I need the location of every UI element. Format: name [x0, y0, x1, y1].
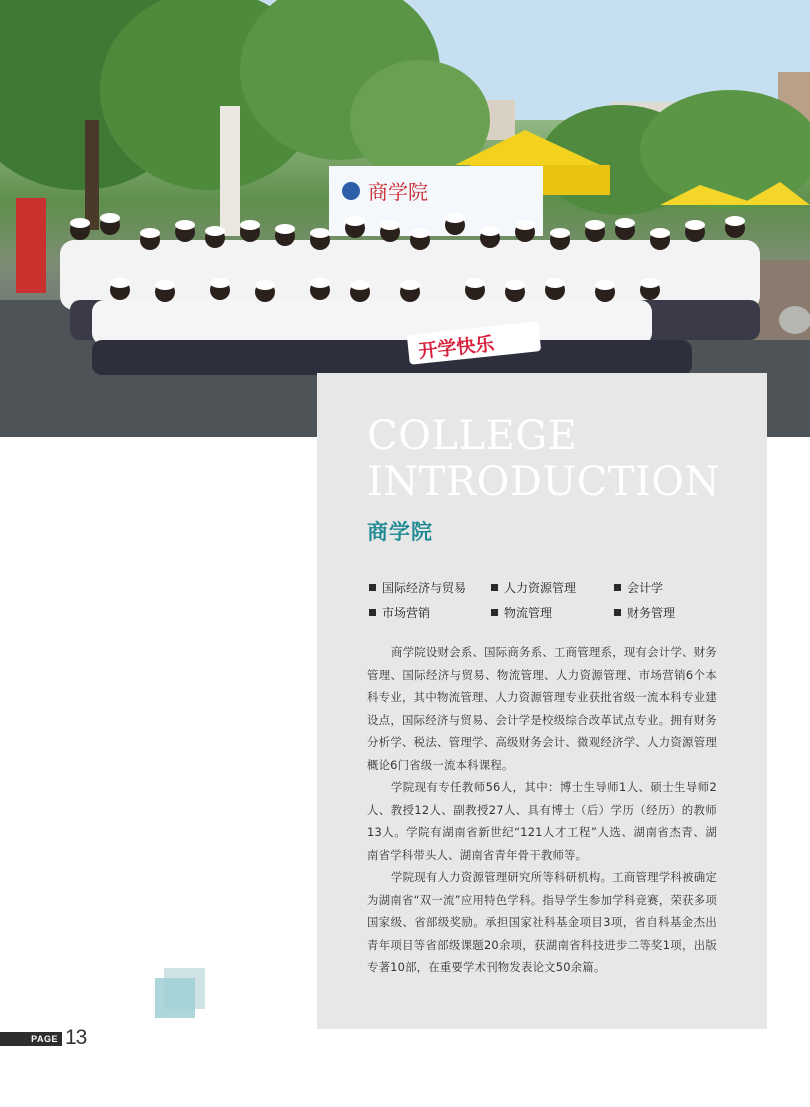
major-item: 人力资源管理 [491, 579, 614, 596]
intro-body [367, 641, 717, 979]
page-label: PAGE [31, 1034, 58, 1044]
bullet-square-icon [614, 609, 621, 616]
paragraph: 商学院设财会系、国际商务系、工商管理系，现有会计学、财务管理、国际经济与贸易、物流管理、人力资源管理、市场营销6个本科专业，其中物流管理、人力资源管理专业获批省级一流本科专业建设点，国际经济与贸易、会计学是校级综合改革试点专业。拥有财务分析学、税法、管理学、高级财务会计、微观经济学、人力资源管理概论6门省级一流本科课程。 [367, 645, 717, 772]
college-name: 商学院 [367, 520, 433, 544]
intro-card [317, 373, 767, 1029]
page-number: 13 [65, 1026, 87, 1049]
major-item: 会计学 [614, 579, 709, 596]
svg-text:开学快乐: 开学快乐 [417, 332, 496, 363]
bullet-square-icon [614, 584, 621, 591]
paragraph: 学院现有人力资源管理研究所等科研机构。工商管理学科被确定为湖南省“双一流”应用特色学科。指导学生参加学科竞赛，荣获多项国家级、省部级奖励。承担国家社科基金项目3项，省自科基金杰出青年项目等省部级课题20余项，获湖南省科技进步二等奖1项，出版专著10部，在重要学术刊物发表论文50余篇。 [367, 870, 717, 974]
group-photo [0, 0, 810, 437]
major-item: 财务管理 [614, 604, 709, 621]
section-title [367, 413, 720, 505]
bullet-square-icon [491, 609, 498, 616]
bullet-square-icon [369, 609, 376, 616]
section-title-line2: INTRODUCTION [367, 459, 721, 505]
bullet-square-icon [491, 584, 498, 591]
svg-text:商学院: 商学院 [368, 180, 428, 204]
decorative-square [155, 978, 195, 1018]
majors-list [369, 579, 709, 621]
photo-illustration [0, 0, 810, 437]
bullet-square-icon [369, 584, 376, 591]
major-item: 国际经济与贸易 [369, 579, 491, 596]
major-item: 市场营销 [369, 604, 491, 621]
paragraph: 学院现有专任教师56人，其中：博士生导师1人、硕士生导师2人、教授12人、副教授27人、具有博士（后）学历（经历）的教师13人。学院有湖南省新世纪“121人才工程”人选、湖南省杰青、湖南省学科带头人、湖南省青年骨干教师等。 [367, 780, 717, 862]
major-item: 物流管理 [491, 604, 614, 621]
section-title-line1: COLLEGE [367, 413, 578, 459]
